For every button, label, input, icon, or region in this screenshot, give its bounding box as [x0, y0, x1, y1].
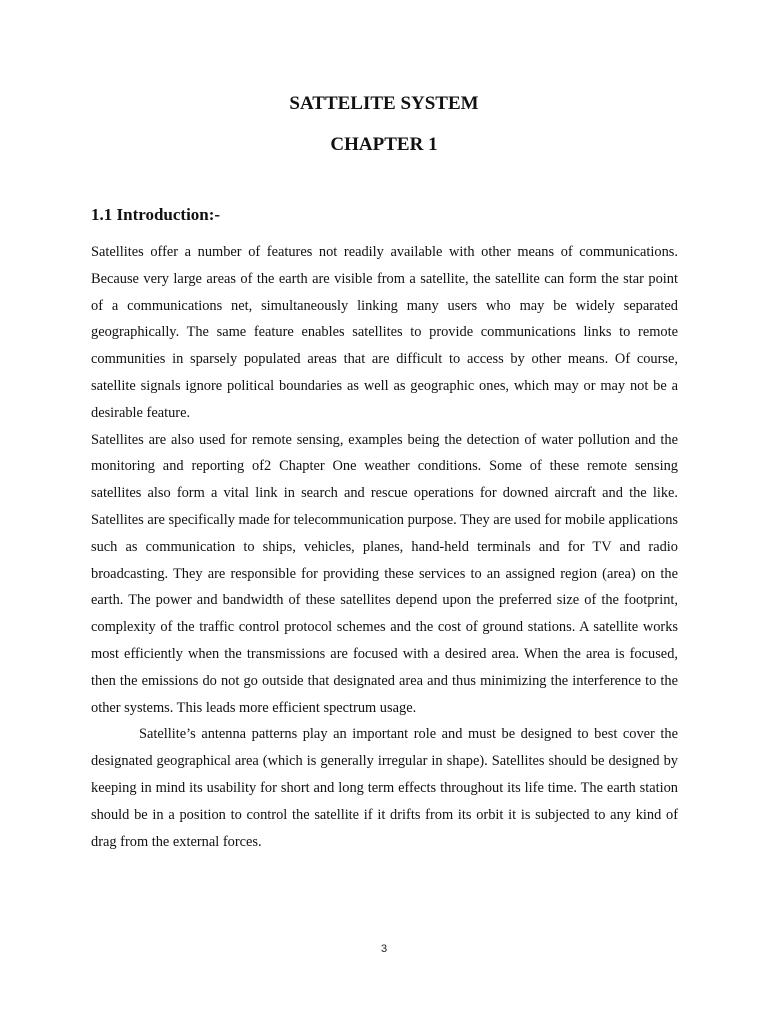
document-title: SATTELITE SYSTEM — [289, 93, 479, 114]
body-text — [91, 239, 678, 855]
page-number: 3 — [380, 943, 388, 955]
paragraph-1: Satellites offer a number of features not readily available with other means of communications. Because very large areas of the earth are visible from a satellite, the satellite can form the star point of a communications net, simultaneously linking many users who may be widely separated geographically. The same feature enables satellites to provide communications links to remote communities in sparsely populated areas that are difficult to access by other means. Of course, satellite signals ignore political boundaries as well as geographic ones, which may or may not be a desirable feature. — [91, 244, 678, 421]
paragraph-3: Satellite’s antenna patterns play an important role and must be designed to best cover the designated geographical area (which is generally irregular in shape). Satellites should be designed by keeping in mind its usability for short and long term effects throughout its life time. The earth station should be in a position to control the satellite if it drifts from its orbit it is subjected to any kind of drag from the external forces. — [91, 726, 678, 850]
chapter-title: CHAPTER 1 — [330, 134, 438, 155]
section-heading: 1.1 Introduction:- — [91, 205, 221, 224]
paragraph-2: Satellites are also used for remote sensing, examples being the detection of water pollution and the monitoring and reporting of2 Chapter One weather conditions. Some of these remote sensing satellites also form a vital link in search and rescue operations for downed aircraft and the like. Satellites are specifically made for telecommunication purpose. They are used for mobile applications such as communication to ships, vehicles, planes, hand-held terminals and for TV and radio broadcasting. They are responsible for providing these services to an assigned region (area) on the earth. The power and bandwidth of these satellites depend upon the preferred size of the footprint, complexity of the traffic control protocol schemes and the cost of ground stations. A satellite works most efficiently when the transmissions are focused with a desired area. When the area is focused, then the emissions do not go outside that designated area and thus minimizing the interference to the other systems. This leads more efficient spectrum usage. — [91, 431, 678, 716]
